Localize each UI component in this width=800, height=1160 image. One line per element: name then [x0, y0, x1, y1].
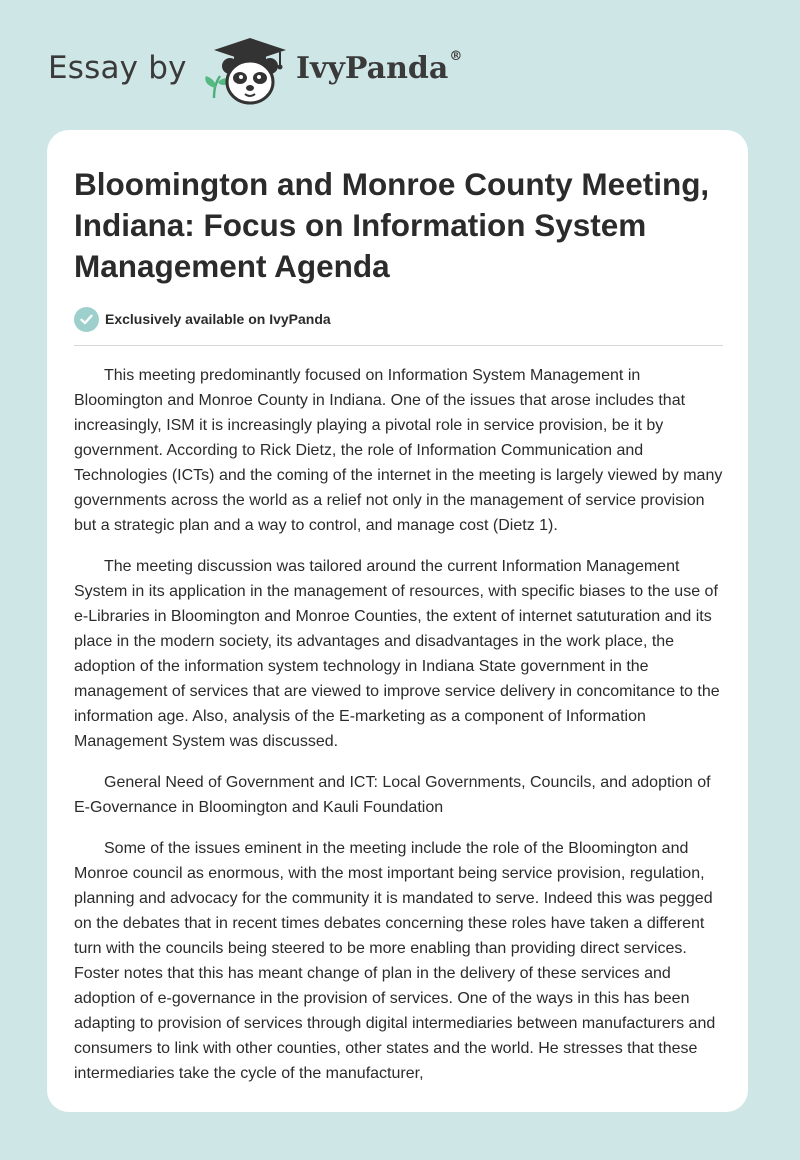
essay-card	[47, 130, 748, 1112]
exclusive-badge	[74, 306, 331, 332]
essay-body	[74, 363, 726, 1102]
essay-title: Bloomington and Monroe County Meeting, Indiana: Focus on Information System Management Agenda	[74, 166, 710, 284]
brand-name[interactable]	[296, 51, 462, 86]
brand-name-text: IvyPanda	[296, 51, 449, 86]
paragraph: General Need of Government and ICT: Local Governments, Councils, and adoption of E-Governance in Bloomington and Kauli Foundation	[74, 774, 711, 816]
divider	[74, 345, 723, 346]
paragraph: Some of the issues eminent in the meeting include the role of the Bloomington and Monroe council as enormous, with the most important being service provision, regulation, planning and advocacy for the community it is mandated to serve. Indeed this was pegged on the debates that in recent times debates concerning these roles have taken a different turn with the councils being steered to be more enabling than providing direct services. Foster notes that this has meant change of plan in the delivery of these services and adoption of e-governance in the provision of services. One of the ways in this has been adapting to provision of services through digital intermediaries between manufacturers and consumers to link with other counties, other states and the world. He stresses that these intermediaries take the cycle of the manufacturer,	[74, 840, 716, 1082]
exclusive-label: Exclusively available on IvyPanda	[105, 311, 331, 327]
paragraph: This meeting predominantly focused on Information System Management in Bloomington and Monroe County in Indiana. One of the issues that arose includes that increasingly, ISM it is increasingly playing a pivotal role in service provision, be it by government. According to Rick Dietz, the role of Information Communication and Technologies (ICTs) and the coming of the internet in the meeting is largely viewed by many governments across the world as a relief not only in the management of service provision but a strategic plan and a way to control, and manage cost (Dietz 1).	[74, 367, 723, 534]
check-circle-icon	[74, 307, 99, 332]
paragraph: The meeting discussion was tailored around the current Information Management System in its application in the management of resources, with specific biases to the use of e-Libraries in Bloomington and Monroe Counties, the extent of internet satuturation and its place in the modern society, its advantages and disadvantages in the work place, the adoption of the information system technology in Indiana State government in the management of services that are viewed to improve service delivery in concomitance to the information age. Also, analysis of the E-marketing as a component of Information Management System was discussed.	[74, 558, 720, 750]
registered-mark: ®	[449, 49, 463, 64]
panda-graduate-logo-icon[interactable]	[200, 36, 292, 108]
site-header	[0, 0, 800, 130]
essay-by-label: Essay by	[48, 50, 187, 86]
